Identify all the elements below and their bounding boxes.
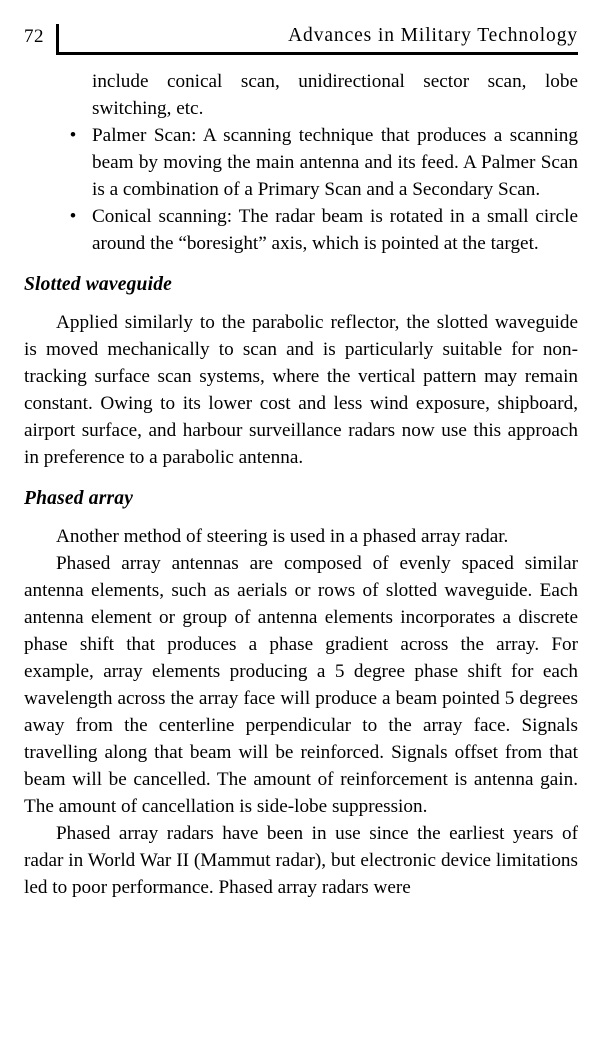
header-horizontal-rule [56, 52, 578, 55]
running-head-title: Advances in Military Technology [288, 25, 578, 46]
list-item [24, 203, 578, 257]
page-body [24, 68, 578, 901]
spacer [24, 512, 578, 523]
section-heading-phased-array: Phased array [24, 488, 134, 509]
spacer [24, 471, 578, 486]
list-item [24, 122, 578, 203]
spacer [24, 257, 578, 272]
section-paragraph: Applied similarly to the parabolic reflector, the slotted waveguide is moved mechanically to scan and is particularly suitable for non-tracking surface scan systems, where the vertical pattern may remain constant. Owing to its lower cost and less wind exposure, shipboard, airport surface, and harbour surveillance radars now use this approach in preference to a parabolic antenna. [24, 312, 578, 468]
page-header [0, 0, 600, 58]
header-vertical-rule [56, 24, 59, 54]
bullet-icon: • [69, 206, 77, 227]
section-paragraph: Another method of steering is used in a phased array radar. [56, 526, 509, 547]
list-item-text: Palmer Scan: A scanning technique that produces a scanning beam by moving the main antenna and its feed. A Palmer Scan is a combination of a Primary Scan and a Secondary Scan. [92, 125, 578, 200]
page-number: 72 [24, 26, 44, 47]
bullet-icon: • [69, 125, 77, 146]
spacer [24, 298, 578, 309]
continuation-paragraph: include conical scan, unidirectional sector scan, lobe switching, etc. [92, 71, 578, 119]
section-heading-slotted-waveguide: Slotted waveguide [24, 274, 173, 295]
bullet-list [24, 122, 578, 257]
list-item-text: Conical scanning: The radar beam is rotated in a small circle around the “boresight” axis, which is pointed at the target. [92, 206, 578, 254]
section-paragraph: Phased array radars have been in use since the earliest years of radar in World War II (Mammut radar), but electronic device limitations led to poor performance. Phased array radars were [24, 823, 578, 898]
section-paragraph: Phased array antennas are composed of evenly spaced similar antenna elements, such as aerials or rows of slotted waveguide. Each antenna element or group of antenna elements incorporates a discrete phase shift that produces a phase gradient across the array. For example, array elements producing a 5 degree phase shift for each wavelength across the array face will produce a beam pointed 5 degrees away from the centerline perpendicular to the array face. Signals travelling along that beam will be reinforced. Signals offset from that beam will be cancelled. The amount of reinforcement is antenna gain. The amount of cancellation is side-lobe suppression. [24, 553, 578, 817]
